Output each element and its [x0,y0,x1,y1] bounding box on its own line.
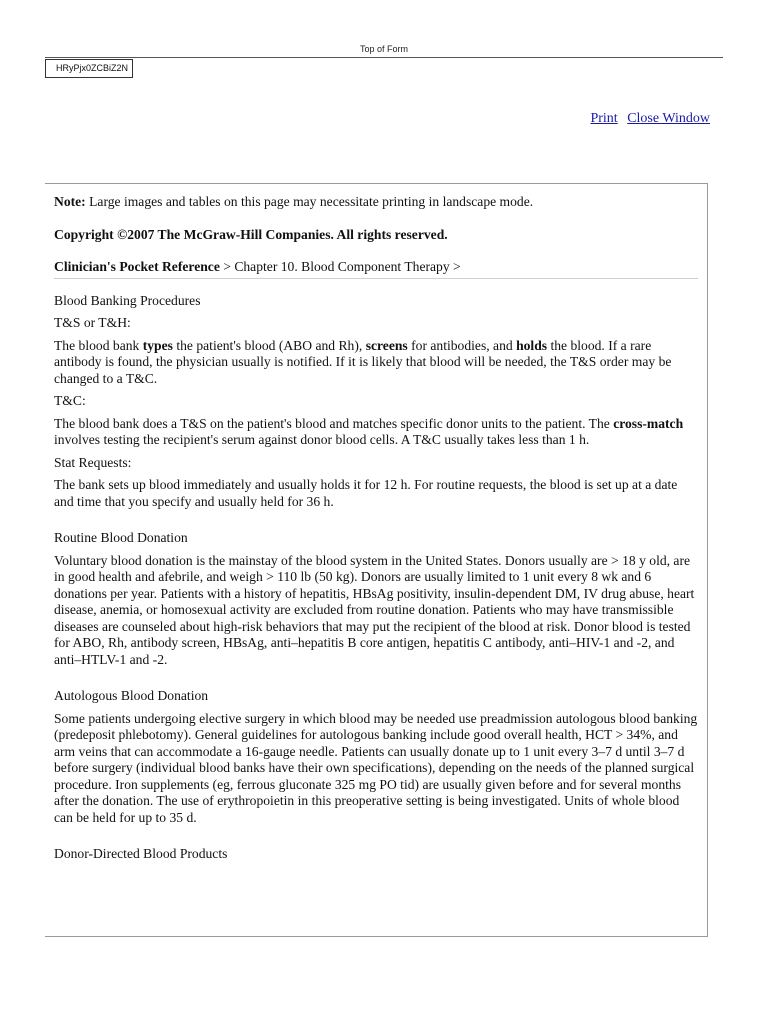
bold-term-screens: screens [365,337,408,353]
text-span: the patient's blood (ABO and Rh), [172,337,366,353]
section-heading-autologous: Autologous Blood Donation [54,688,209,703]
bold-term-holds: holds [516,337,548,353]
section-spacer [54,832,698,846]
breadcrumb [54,259,698,279]
breadcrumb-book: Clinician's Pocket Reference [54,259,220,274]
note-text: Large images and tables on this page may necessitate printing in landscape mode. [85,194,534,209]
note-label: Note: [54,194,86,209]
section-heading-directed: Donor-Directed Blood Products [54,846,228,861]
section-spacer [54,516,698,530]
breadcrumb-chapter: > Chapter 10. Blood Component Therapy > [219,259,461,274]
text-span: the blood. If a rare antibody is found, the physician usually is notified. If it is likely that blood will be needed, the T&S order may be changed to a T&C. [54,337,672,386]
paragraph-autologous: Some patients undergoing elective surgery in which blood may be needed use preadmission autologous blood banking (predeposit phlebotomy). General guidelines for autologous banking include good overall health, HCT > 34%, and arm veins that can accommodate a 16-gauge needle. Patients can usually donate up to 1 unit every 3–7 d until 3–7 d before surgery (individual blood banks have their own specifications), depending on the needs of the planned surgical procedure. Iron supplements (eg, ferrous gluconate 325 mg PO tid) are usually given before and for several months after the donation. The use of erythropoietin in this preoperative setting is being investigated. Units of whole blood can be held for up to 35 d. [54,710,698,825]
copyright-notice: Copyright ©2007 The McGraw-Hill Companies. All rights reserved. [54,226,448,242]
subheading-ts-th: T&S or T&H: [54,315,131,330]
text-span: The blood bank does a T&S on the patient's blood and matches specific donor units to the patient. The [54,415,614,431]
bold-term-cross-match: cross-match [613,415,684,431]
subheading-stat-requests: Stat Requests: [54,454,132,470]
form-hidden-field[interactable]: HRyPjx0ZCBiZ2N [45,59,133,78]
section-spacer [54,674,698,688]
bold-term-types: types [142,337,173,353]
content-panel [45,183,708,937]
page-links [584,111,710,127]
paragraph-tc [54,416,698,449]
content-body [54,194,698,869]
text-span: The blood bank [54,337,143,353]
paragraph-ts-th [54,338,698,388]
top-of-form-label: Top of Form [359,44,408,54]
print-link[interactable]: Print [590,111,618,126]
text-span: involves testing the recipient's serum against donor blood cells. A T&C usually takes less than 1 h. [54,432,590,447]
paragraph-stat-requests: The bank sets up blood immediately and usually holds it for 12 h. For routine requests, the blood is set up at a date and time that you specify and usually held for 36 h. [54,477,678,509]
section-heading-banking: Blood Banking Procedures [54,292,201,308]
subheading-tc: T&C: [54,393,86,408]
close-window-link[interactable]: Close Window [627,111,710,126]
section-heading-routine: Routine Blood Donation [54,530,188,545]
print-note [54,194,698,211]
top-of-form-rule [45,57,723,58]
text-span: for antibodies, and [407,337,517,353]
paragraph-routine: Voluntary blood donation is the mainstay of the blood system in the United States. Donors usually are > 18 y old, are in good health and afebrile, and weigh > 110 lb (50 kg). Donors are usually limited to 1 unit every 8 wk and 6 donations per year. Patients with a history of hepatitis, HBsAg positivity, insulin-dependent DM, IV drug abuse, heart disease, anemia, or homosexual activity are excluded from routine donation. Patients who may have transmissible diseases are counseled about high-risk behaviors that may put the recipient of the blood at risk. Donor blood is tested for ABO, Rh, antibody screen, HBsAg, anti–hepatitis B core antigen, hepatitis C antibody, anti–HIV-1 and -2, and anti–HTLV-1 and -2. [54,552,695,667]
